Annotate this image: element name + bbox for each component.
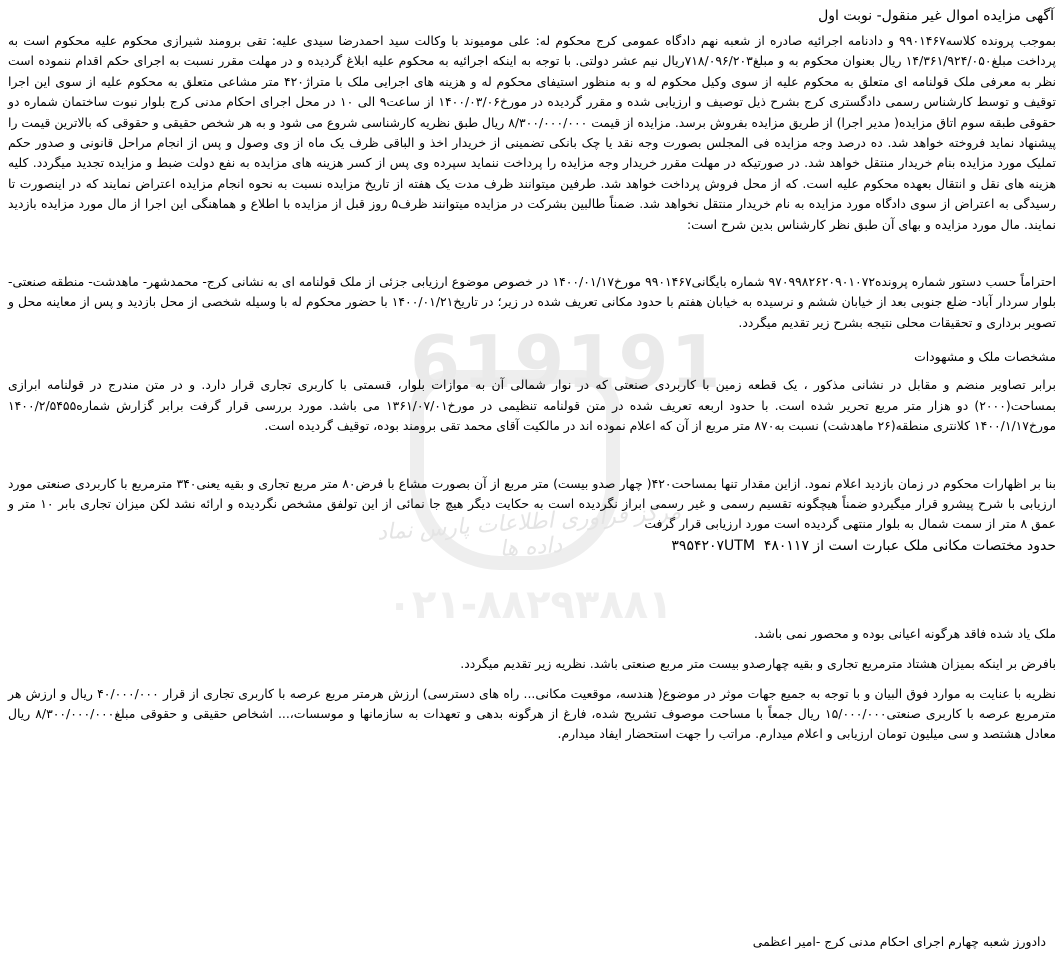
watermark-number: 619191 [410,320,723,404]
watermark-text: مرکز فرآوری اطلاعات پارس نماد داده ها [376,499,682,563]
paragraph-assessment-scope: بنا بر اظهارات محکوم در زمان بازدید اعلام نمود. ازاین مقدار تنها بمساحت۴۲۰( چهار صدو بیست) متر مربع از آن بصورت مشاع با فرض۸۰ متر مربع تجاری و بقیه یعنی۳۴۰ مترمربع با کاربردی صنعتی مورد ارزیابی با شرح پیشرو قرار میگیردو ضمناً هیچگونه تقسیم رسمی و غیر رسمی ابراز نگردیده است به حکایت دیگر هیچ جا نمائی از این تولفق مشخص نگردیده و ارائه نشد لکن میزان تجاری بابر ۱۰ متر و عمق ۸ متر از سمت شمال به بلوار منتهی گردیده است مورد ارزیابی قرار گرفت [8,475,1056,532]
paragraph-expert-report-intro: احتراماً حسب دستور شماره پرونده۹۷۰۹۹۸۲۶۲۰۹۰۱۰۷۲ شماره بایگانی۹۹۰۱۴۶۷ مورخ۱۴۰۰/۰۱/۱۷ در خصوص موضوع ارزیابی جزئی از ملک قولنامه ای به نشانی کرج- محمدشهر- ماهدشت- منطقه صنعتی- بلوار سردار آباد- ضلع جنوبی بعد از خیابان ششم و نرسیده به خیابان هفتم با حدود مکانی تعریف شده در زیر؛ در تاریخ۱۴۰۰/۰۱/۲۱ با حضور محکوم له با وسیله شخصی از محل بازدید و پس از معاینه محل و تصویر برداری و تحقیقات محلی نتیجه بشرح زیر تقدیم میگردد. [8,274,1056,330]
paragraph-announcement: بموجب پرونده کلاسه۹۹۰۱۴۶۷ و دادنامه اجرائیه صادره از شعبه نهم دادگاه عمومی کرج محکوم له: علی مومیوند با وکالت سید احمدرضا سیدی علیه: تقی برومند شیرازی محکوم علیه محکوم است به پرداخت مبلغ۱۴/۳۶۱/۹۲۴/۰۵۰ ریال بعنوان محکوم به و مبلغ۷۱۸/۰۹۶/۲۰۳ریال نیم عشر دولتی. با توجه به اینکه اجرائیه به محکوم علیه ابلاغ گردیده و در مهلت مقرر نسبت به اجرای حکم اقدام ننموده است نظر به معرفی ملک قولنامه ای متعلق به محکوم علیه از سوی وکیل محکوم له و به منظور استیفای محکوم له و هزینه های اجرایی ملک با متراژ۴۲۰ متر مشاعی متعلق به محکوم علیه از سوی این اجرا توقیف و توسط کارشناس رسمی دادگستری کرج بشرح ذیل توصیف و ارزیابی شده و مقرر گردیده در مورخ۱۴۰۰/۰۳/۰۶ از ساعت۹ الی ۱۰ در محل اجرای احکام مدنی کرج بلوار نبوت ساختمان شماره دو حقوقی طبقه سوم اتاق مزایده( مدیر اجرا) از طریق مزایده بفروش برسد. مزایده از قیمت ۸/۳۰۰/۰۰۰/۰۰۰ ریال طبق نظریه کارشناسی شروع می شود و به هر شخص حقیقی و حقوقی که بالاترین قیمت را پیشنهاد نماید فروخته خواهد شد. ده درصد وجه مزایده فی المجلس بصورت وجه نقد یا چک بانکی تضمینی از خریدار اخذ و الباقی ظرف یک ماه از وی وصول و پس از انجام مراحل قانونی و صدور حکم تملیک مورد مزایده بنام خریدار منتقل خواهد شد. در صورتیکه در مهلت مقرر خریدار وجه مزایده را پرداخت ننماید سپرده وی پس از کسر هزینه های مزایده به نفع دولت ضبط و مزایده تجدید میگردد. کلیه هزینه های نقل و انتقال بعهده محکوم علیه است. که از محل فروش پرداخت خواهد شد. طرفین میتوانند ظرف مدت یک هفته از تاریخ مزایده نسبت به نحوه انجام مزایده اعتراض نمایند که در اینصورت تا رسیدگی به اعتراض از سوی دادگاه مورد مزایده به نام خریدار منتقل نخواهد شد. ضمناً طالبین بشرکت در مزایده میتوانند ظرف۵ روز قبل از مزایده با اطلاع و هماهنگی این اجرا از مال مورد مزایده بازدید نمایند. مال مورد مزایده و بهای آن طبق نظر کارشناس بدین شرح است: [8,33,1057,232]
paragraph-property-description: برابر تصاویر منضم و مقابل در نشانی مذکور ، یک قطعه زمین با کاربردی صنعتی که در نوار شمالی آن به موازات بلوار، قسمتی با کاربری تجاری قرار دارد. و در متن مندرج در قولنامه ابرازی بمساحت(۲۰۰۰) دو هزار متر مربع تحریر شده است. با حدود اربعه تعریف شده در متن قولنامه تنظیمی در مورخ۱۳۶۱/۰۷/۰۱ می باشد. مورد بررسی قرار گرفت برابر گزارش شماره۱۴۰۰/۲/۵۴۵۵ مورخ۱۴۰۰/۱/۱۷ کلانتری منطقه(۲۶ ماهدشت) نسبت به۸۷۰ متر مربع از آن که اعلام نموده اند در مالکیت آقای محمد تقی برومند بوده، توقیف گردیده است. [8,377,1056,434]
signature-line: دادورز شعبه چهارم اجرای احکام مدنی کرج -امیر اعظمی [752,934,1046,949]
utm-coordinates-line [8,535,1056,557]
paragraph-assumption: بافرض بر اینکه بمیزان هشتاد مترمربع تجاری و بقیه چهارصدو بیست متر مربع صنعتی باشد. نظریه زیر تقدیم میگردد. [460,656,1056,672]
utm-text: حدود مختصات مکانی ملک عبارت است از ۳۹۵۴۲۰۷ [671,537,1056,554]
document-title: آگهی مزایده اموال غیر منقول- نوبت اول [818,8,1054,24]
section-heading-property-specs: مشخصات ملک و مشهودات [914,349,1056,365]
watermark-phone: ۰۲۱-۸۸۲۹۳۸۸۱ [387,582,673,628]
utm-number: ۴۸۰۱۱۷ [763,537,809,554]
paragraph-valuation-opinion: نظریه با عنایت به موارد فوق البیان و با توجه به جمیع جهات موثر در موضوع( هندسه، موقعیت مکانی... راه های دسترسی) ارزش هرمتر مربع عرصه با کاربری تجاری از قرار ۴۰/۰۰۰/۰۰۰ ریال و ارزش هر مترمربع عرصه با کاربری صنعتی۱۵/۰۰۰/۰۰۰ ریال جمعاً با مساحت موصوف تشریح شده، فارغ از هرگونه بدهی و تعهدات به سازمانها و موسسات،... اشخاص حقیقی و حقوقی مبلغ۸/۳۰۰/۰۰۰/۰۰۰ ریال معادل هشتصد و سی میلیون تومان ارزیابی و اعلام میدارم. مراتب را جهت استحضار ایفاد میدارم. [8,685,1056,742]
utm-label: UTM [724,537,755,554]
paragraph-no-buildings: ملک یاد شده فاقد هرگونه اعیانی بوده و محصور نمی باشد. [754,625,1056,641]
